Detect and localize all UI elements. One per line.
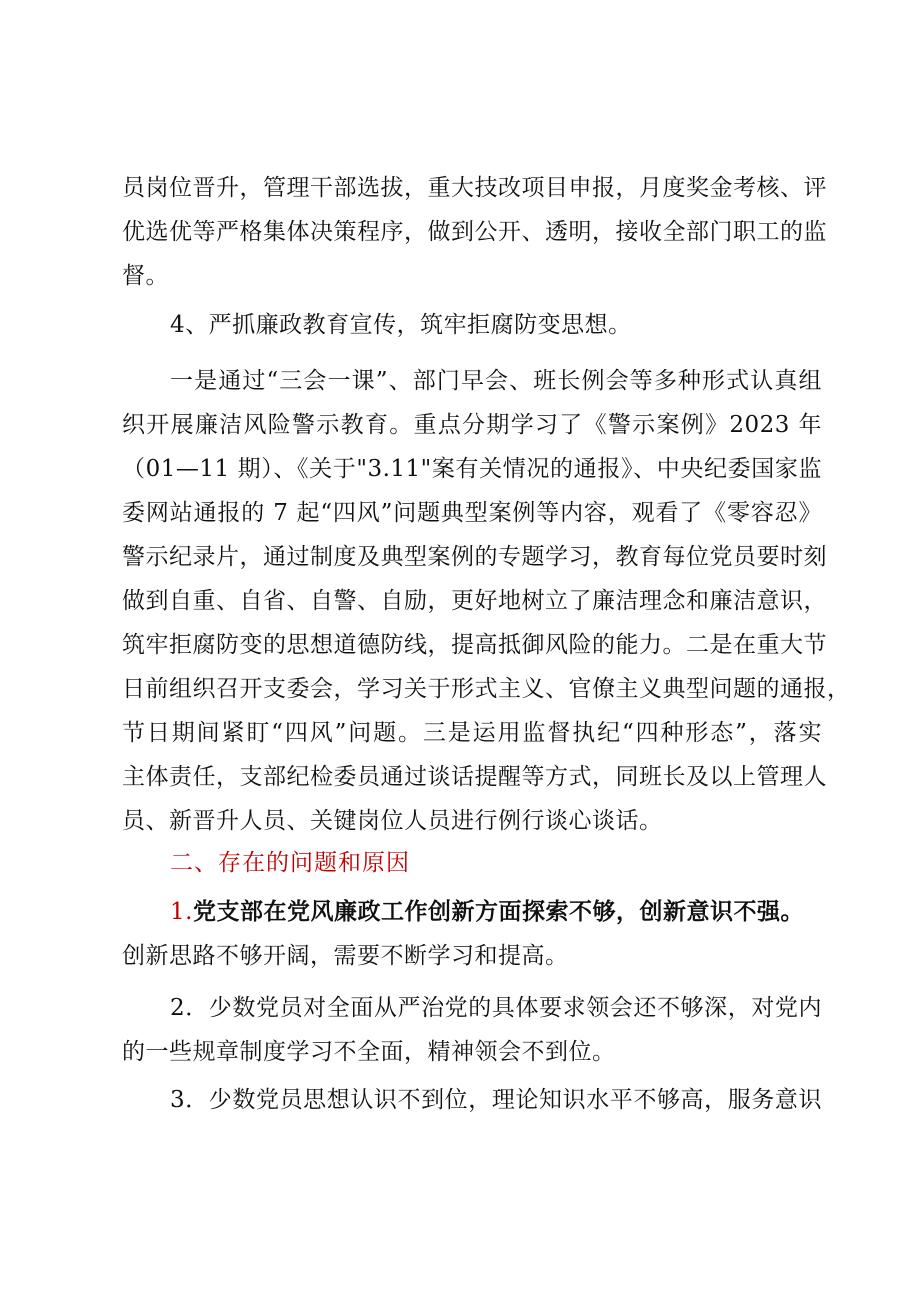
item4-line-5: 警示纪录片，通过制度及典型案例的专题学习，教育每位党员要时刻 [122,544,827,570]
problem3-line-1: 3．少数党员思想认识不到位，理论知识水平不够高，服务意识 [170,1087,822,1113]
item4-title: 4、严抓廉政教育宣传，筑牢拒腐防变思想。 [170,312,632,338]
item4-line-9: 节日期间紧盯“四风”问题。三是运用监督执纪“四种形态”，落实 [122,720,822,746]
item4-line-7: 筑牢拒腐防变的思想道德防线，提高抵御风险的能力。二是在重大节 [122,632,827,658]
intro-line-3: 督。 [122,263,169,289]
item4-line-3: （01—11 期）、《关于"3.11"案有关情况的通报》、中央纪委国家监 [122,456,822,482]
problem1-title-line [170,897,822,927]
item4-line-1: 一是通过“三会一课”、部门早会、班长例会等多种形式认真组 [170,368,822,394]
item4-line-8: 日前组织召开支委会，学习关于形式主义、官僚主义典型问题的通报， [122,676,851,702]
problem2-line-2: 的一些规章制度学习不全面，精神领会不到位。 [122,1039,616,1065]
section2-heading: 二、存在的问题和原因 [170,850,410,876]
problem2-line-1: 2．少数党员对全面从严治党的具体要求领会还不够深，对党内 [170,995,822,1021]
item4-line-11: 员、新晋升人员、关键岗位人员进行例行谈心谈话。 [122,808,663,834]
intro-line-1: 员岗位晋升，管理干部选拔，重大技改项目申报，月度奖金考核、评 [122,175,827,201]
problem1-body: 创新思路不够开阔，需要不断学习和提高。 [122,943,569,969]
item4-line-4: 委网站通报的 7 起“四风”问题典型案例等内容，观看了《零容忍》 [122,500,822,526]
problem1-number: 1. [170,899,193,925]
item4-line-2: 织开展廉洁风险警示教育。重点分期学习了《警示案例》2023 年 [122,412,822,438]
problem1-title: 党支部在党风廉政工作创新方面探索不够，创新意识不强。 [192,898,804,925]
item4-line-6: 做到自重、自省、自警、自励，更好地树立了廉洁理念和廉洁意识， [122,588,827,614]
item4-line-10: 主体责任，支部纪检委员通过谈话提醒等方式，同班长及以上管理人 [122,764,827,790]
intro-line-2: 优选优等严格集体决策程序，做到公开、透明，接收全部门职工的监 [122,219,827,245]
